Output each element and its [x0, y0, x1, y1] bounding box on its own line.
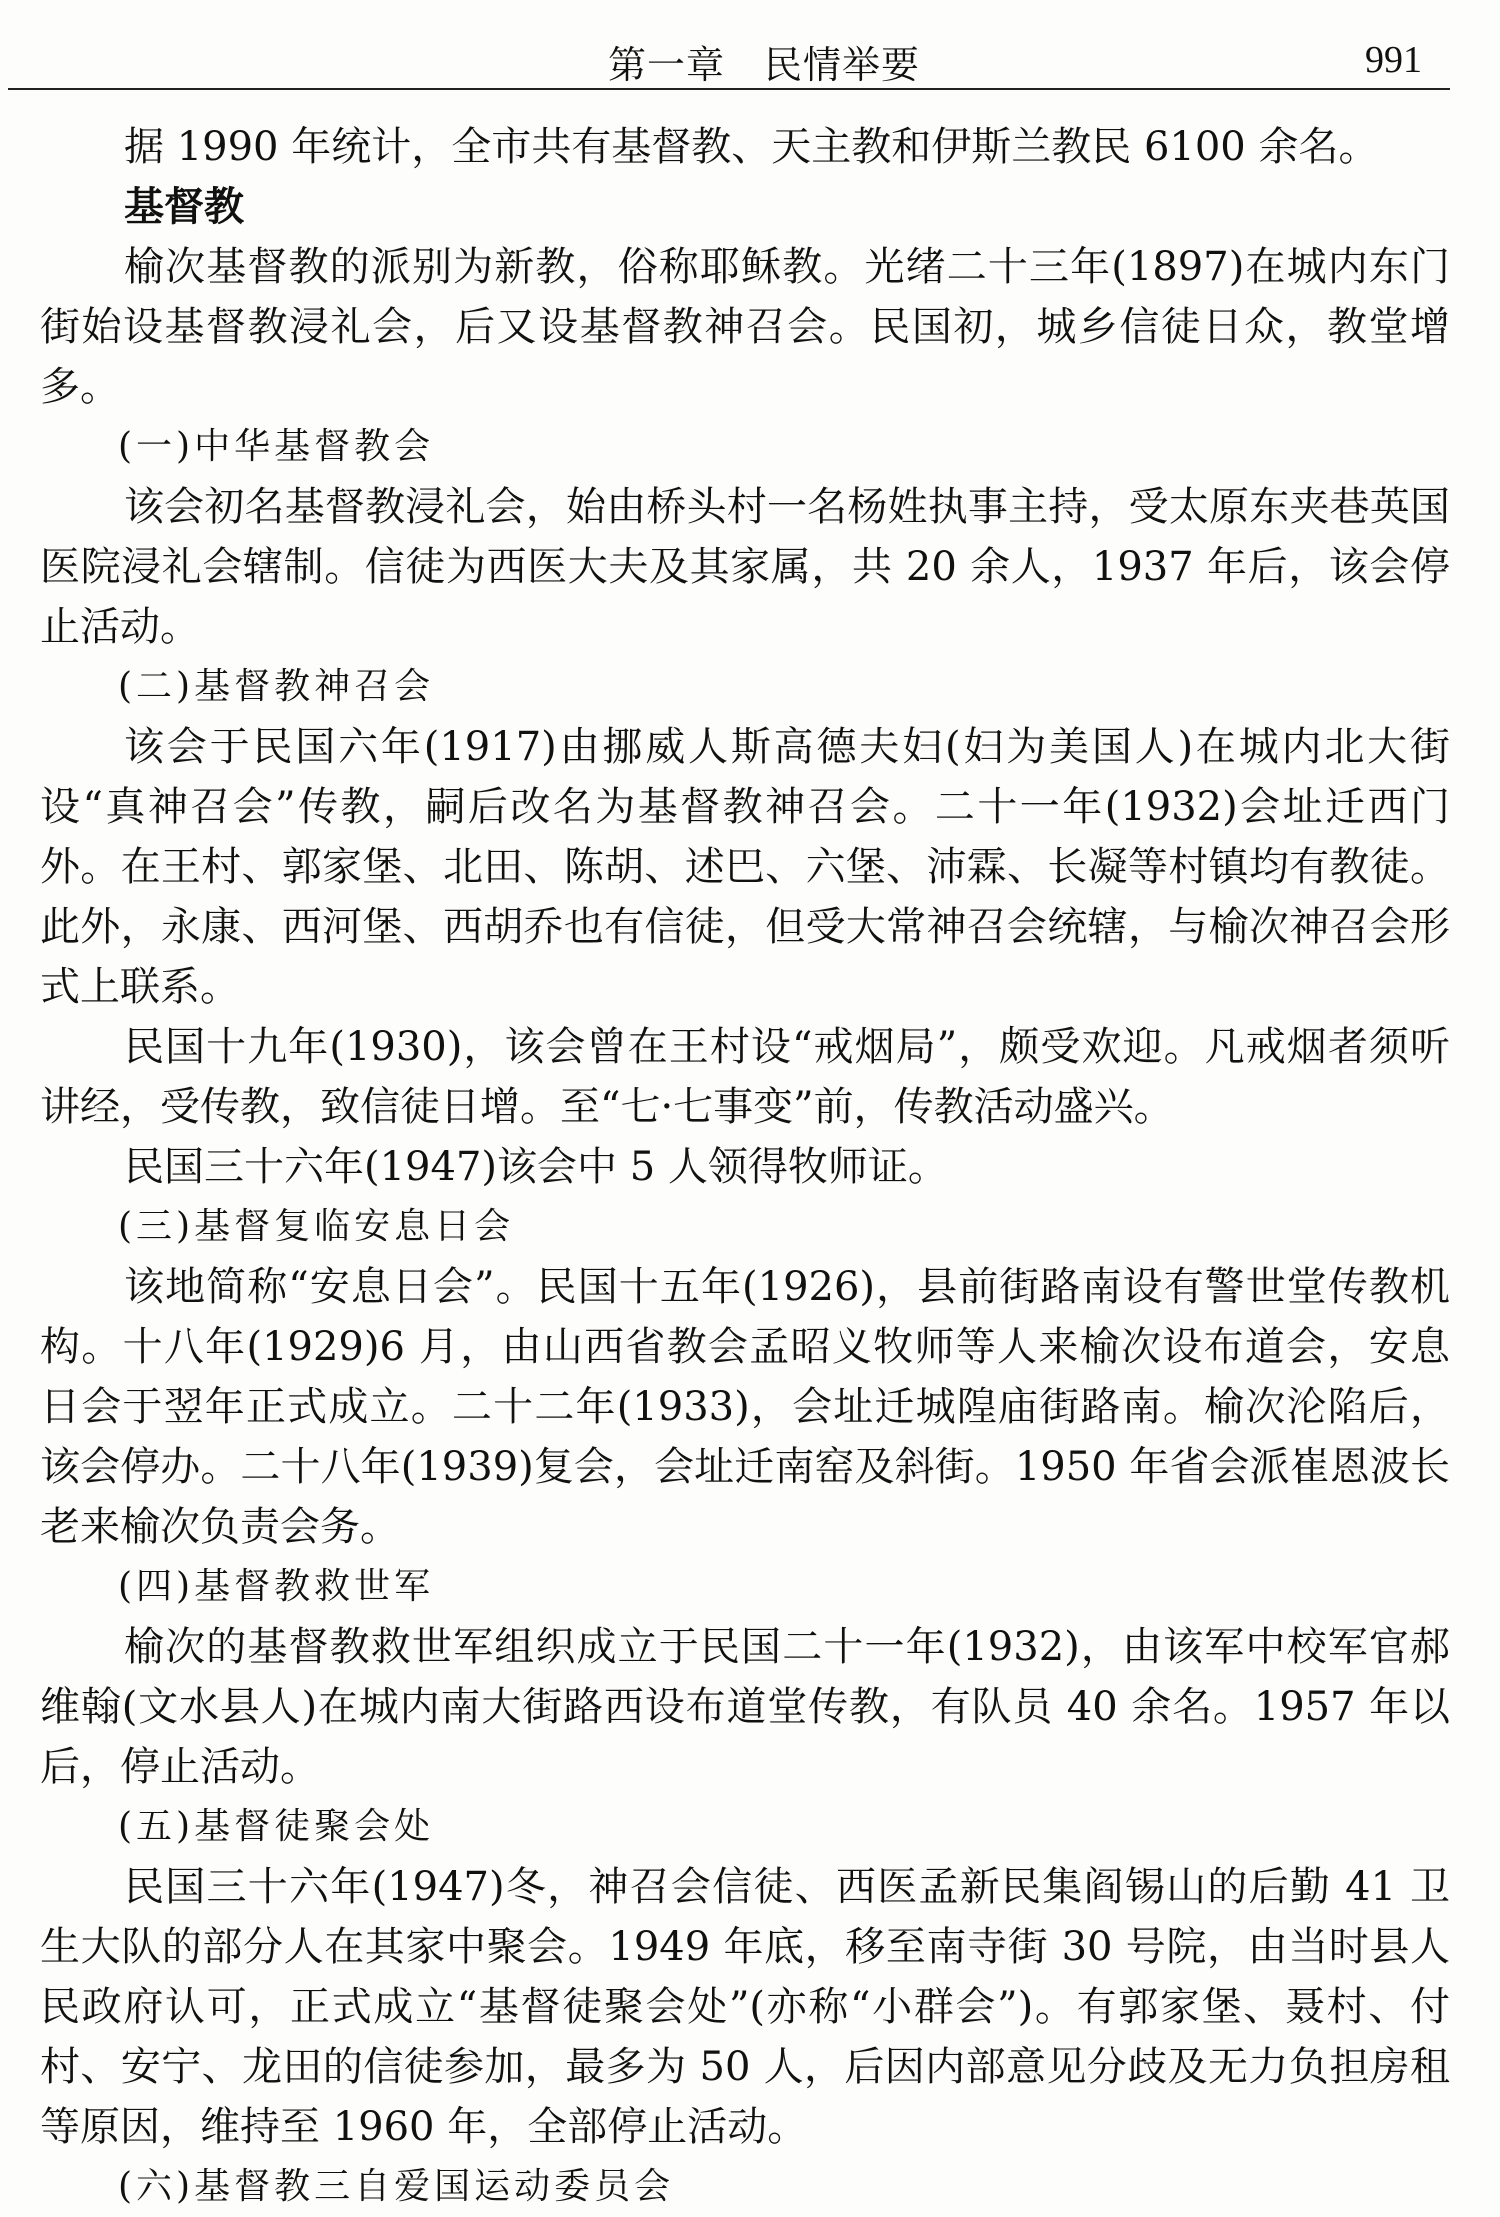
subsection-heading: (一)中华基督教会: [118, 426, 435, 467]
subsection-heading: (五)基督徒聚会处: [118, 1806, 435, 1847]
chapter-title: 第一章 民情举要: [608, 43, 921, 87]
section-heading: 基督教: [124, 183, 244, 230]
paragraph: 民国三十六年(1947)该会中 5 人领得牧师证。: [124, 1144, 948, 1190]
running-header: [8, 22, 1450, 90]
page-number: 991: [1365, 39, 1422, 81]
page-body: [40, 117, 1450, 2217]
paragraph: 据 1990 年统计，全市共有基督教、天主教和伊斯兰教民 6100 余名。: [124, 124, 1379, 170]
subsection-heading: (四)基督教救世军: [118, 1566, 435, 1607]
paragraph: 榆次基督教的派别为新教，俗称耶稣教。光绪二十三年(1897)在城内东门街始设基督教浸礼会，后又设基督教神召会。民国初，城乡信徒日众，教堂增多。: [40, 244, 1450, 410]
paragraph: 该会于民国六年(1917)由挪威人斯高德夫妇(妇为美国人)在城内北大街设“真神召会”传教，嗣后改名为基督教神召会。二十一年(1932)会址迁西门外。在王村、郭家堡、北田、陈胡、述巴、六堡、沛霖、长凝等村镇均有教徒。此外，永康、西河堡、西胡乔也有信徒，但受大常神召会统辖，与榆次神召会形式上联系。: [40, 724, 1450, 1010]
subsection-heading: (六)基督教三自爱国运动委员会: [118, 2166, 675, 2207]
paragraph: 该会初名基督教浸礼会，始由桥头村一名杨姓执事主持，受太原东夹巷英国医院浸礼会辖制。信徒为西医大夫及其家属，共 20 余人，1937 年后，该会停止活动。: [40, 484, 1450, 650]
paragraph: 民国十九年(1930)，该会曾在王村设“戒烟局”，颇受欢迎。凡戒烟者须听讲经，受传教，致信徒日增。至“七·七事变”前，传教活动盛兴。: [40, 1024, 1450, 1130]
subsection-heading: (二)基督教神召会: [118, 666, 435, 707]
paragraph: 民国三十六年(1947)冬，神召会信徒、西医孟新民集阎锡山的后勤 41 卫生大队的部分人在其家中聚会。1949 年底，移至南寺街 30 号院，由当时县人民政府认可，正式成立“基督徒聚会处”(亦称“小群会”)。有郭家堡、聂村、付村、安宁、龙田的信徒参加，最多为 50 人，后因内部意见分歧及无力负担房租等原因，维持至 1960 年，全部停止活动。: [40, 1864, 1450, 2150]
paragraph: 榆次的基督教救世军组织成立于民国二十一年(1932)，由该军中校军官郝维翰(文水县人)在城内南大街路西设布道堂传教，有队员 40 余名。1957 年以后，停止活动。: [40, 1624, 1450, 1790]
subsection-heading: (三)基督复临安息日会: [118, 1206, 515, 1247]
paragraph: 该地简称“安息日会”。民国十五年(1926)，县前街路南设有警世堂传教机构。十八年(1929)6 月，由山西省教会孟昭义牧师等人来榆次设布道会，安息日会于翌年正式成立。二十二年(1933)，会址迁城隍庙街路南。榆次沦陷后，该会停办。二十八年(1939)复会，会址迁南窑及斜街。1950 年省会派崔恩波长老来榆次负责会务。: [40, 1264, 1450, 1550]
